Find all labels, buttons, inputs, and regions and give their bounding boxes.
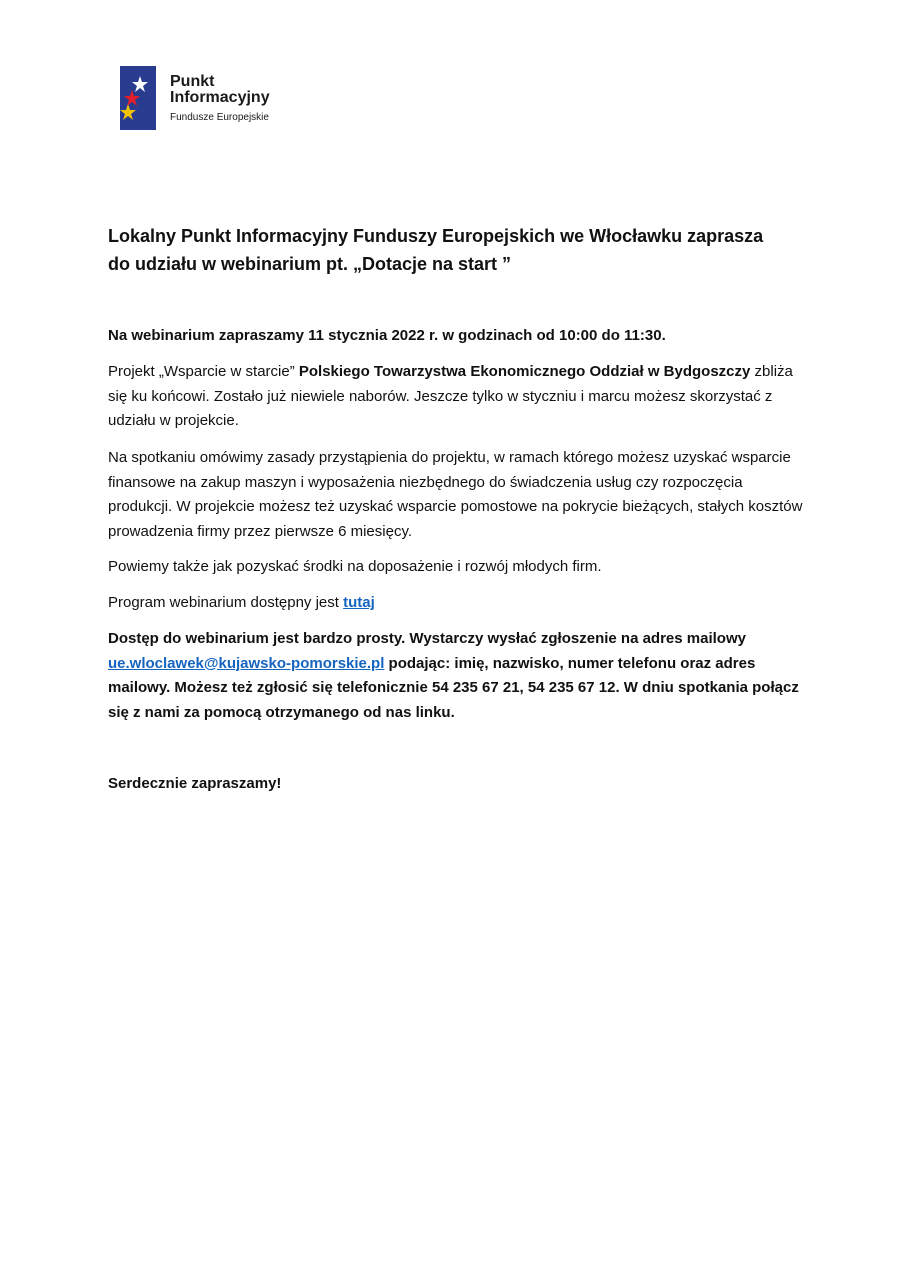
- funds-paragraph: Powiemy także jak pozyskać środki na doposażenie i rozwój młodych firm.: [108, 558, 602, 575]
- logo-title-line1: Punkt: [170, 73, 215, 90]
- project-suffix: zbliża się ku końcowi. Zostało już niewiele naborów. Jeszcze tylko w styczniu i marcu możesz skorzystać z udziału w projekcie.: [108, 363, 793, 429]
- page-title-line1: Lokalny Punkt Informacyjny Funduszy Europejskich we Włocławku zaprasza: [108, 226, 764, 246]
- logo-subtitle: Fundusze Europejskie: [170, 112, 269, 123]
- access-details: podając: imię, nazwisko, numer telefonu oraz adres mailowy. Możesz też zgłosić się telefonicznie 54 235 67 21, 54 235 67 12. W dniu spotkania połącz się z nami za pomocą otrzymanego od nas linku.: [108, 654, 799, 721]
- date-paragraph: Na webinarium zapraszamy 11 stycznia 2022 r. w godzinach od 10:00 do 11:30.: [108, 327, 666, 344]
- program-text: Program webinarium dostępny jest: [108, 594, 344, 611]
- meeting-paragraph: Na spotkaniu omówimy zasady przystąpienia do projektu, w ramach którego możesz uzyskać wsparcie finansowe na zakup maszyn i wyposażenia niezbędnego do świadczenia usług czy rozpoczęcia produkcji. W projekcie możesz też uzyskać wsparcie pomostowe na pokrycie bieżących, stałych kosztów prowadzenia firmy przez pierwsze 6 miesięcy.: [108, 449, 803, 540]
- logo-title-line2: Informacyjny: [170, 89, 270, 106]
- logo-title: [170, 74, 270, 106]
- logo-blue-field: [120, 66, 156, 130]
- eu-funds-logo-icon: [120, 66, 156, 130]
- closing-text: Serdecznie zapraszamy!: [108, 775, 282, 792]
- page-title: [108, 222, 808, 278]
- page-title-line2: do udziału w webinarium pt. „Dotacje na start ”: [108, 254, 512, 274]
- program-paragraph: [108, 591, 808, 616]
- access-paragraph: [108, 627, 808, 725]
- project-prefix: Projekt „Wsparcie w starcie”: [108, 363, 299, 380]
- program-link[interactable]: tutaj: [343, 594, 375, 611]
- access-intro: Dostęp do webinarium jest bardzo prosty. Wystarczy wysłać zgłoszenie na adres mailowy: [108, 630, 746, 647]
- project-paragraph: [108, 360, 808, 434]
- punkt-informacyjny-logo: [108, 56, 298, 142]
- email-link[interactable]: ue.wloclawek@kujawsko-pomorskie.pl: [108, 654, 385, 672]
- organization-name: Polskiego Towarzystwa Ekonomicznego Oddział w Bydgoszczy: [298, 363, 751, 380]
